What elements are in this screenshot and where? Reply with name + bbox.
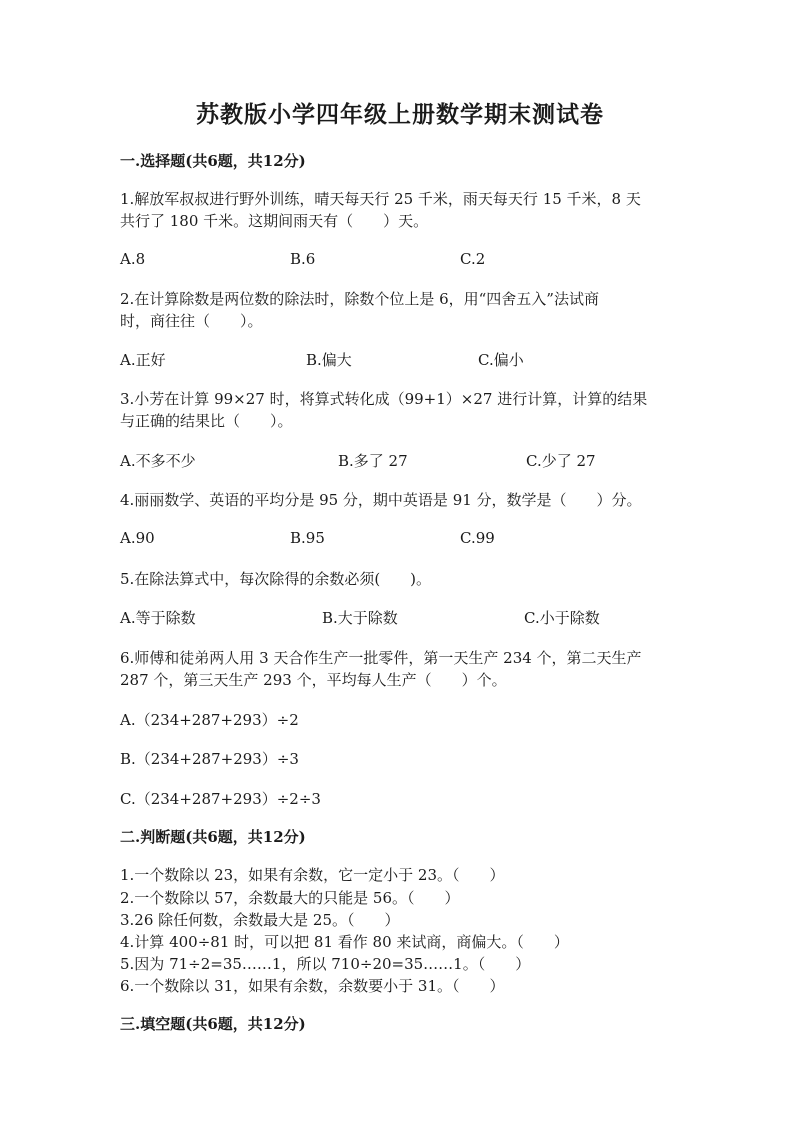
- section-heading-judge: 二.判断题(共6题，共12分): [120, 828, 306, 846]
- judge-item-4: 4.计算 400÷81 时，可以把 81 看作 80 来试商，商偏大。（ ）: [120, 933, 569, 951]
- section-heading-choice: 一.选择题(共6题，共12分): [120, 152, 306, 170]
- question-3-line-1: 3.小芳在计算 99×27 时，将算式转化成（99+1）×27 进行计算，计算的结果: [120, 390, 648, 408]
- page-title: 苏教版小学四年级上册数学期末测试卷: [196, 101, 604, 128]
- question-2-option-a: A.正好: [120, 351, 166, 369]
- question-5-option-b: B.大于除数: [322, 609, 398, 627]
- section-heading-fill: 三.填空题(共6题，共12分): [120, 1015, 306, 1033]
- question-3-option-c: C.少了 27: [526, 452, 596, 470]
- question-5-option-c: C.小于除数: [524, 609, 600, 627]
- question-4-option-b: B.95: [290, 529, 325, 547]
- question-1-option-b: B.6: [290, 250, 316, 268]
- judge-item-5: 5.因为 71÷2=35……1，所以 710÷20=35……1。（ ）: [120, 955, 531, 973]
- question-5-option-a: A.等于除数: [120, 609, 196, 627]
- question-6-line-1: 6.师傅和徒弟两人用 3 天合作生产一批零件，第一天生产 234 个，第二天生产: [120, 649, 642, 667]
- question-2-line-2: 时，商往往（ ）。: [120, 312, 263, 330]
- question-3-option-b: B.多了 27: [338, 452, 408, 470]
- question-6-option-c: C.（234+287+293）÷2÷3: [120, 790, 321, 808]
- question-6-line-2: 287 个，第三天生产 293 个，平均每人生产（ ）个。: [120, 671, 507, 689]
- judge-item-1: 1.一个数除以 23，如果有余数，它一定小于 23。（ ）: [120, 866, 505, 884]
- question-1-line-2: 共行了 180 千米。这期间雨天有（ ）天。: [120, 212, 429, 230]
- judge-item-6: 6.一个数除以 31，如果有余数，余数要小于 31。（ ）: [120, 977, 505, 995]
- question-3-option-a: A.不多不少: [120, 452, 196, 470]
- question-1-option-c: C.2: [460, 250, 486, 268]
- question-2-option-b: B.偏大: [306, 351, 352, 369]
- question-1-line-1: 1.解放军叔叔进行野外训练，晴天每天行 25 千米，雨天每天行 15 千米，8 天: [120, 190, 641, 208]
- question-6-option-a: A.（234+287+293）÷2: [120, 711, 299, 729]
- question-4-option-a: A.90: [120, 529, 155, 547]
- judge-item-2: 2.一个数除以 57，余数最大的只能是 56。（ ）: [120, 889, 460, 907]
- question-2-line-1: 2.在计算除数是两位数的除法时，除数个位上是 6，用“四舍五入”法试商: [120, 290, 599, 308]
- question-1-option-a: A.8: [120, 250, 146, 268]
- question-2-option-c: C.偏小: [478, 351, 524, 369]
- question-4-line-1: 4.丽丽数学、英语的平均分是 95 分，期中英语是 91 分，数学是（ ）分。: [120, 491, 642, 509]
- question-6-option-b: B.（234+287+293）÷3: [120, 750, 299, 768]
- question-4-option-c: C.99: [460, 529, 495, 547]
- judge-item-3: 3.26 除任何数，余数最大是 25。（ ）: [120, 911, 400, 929]
- question-5-line-1: 5.在除法算式中，每次除得的余数必须( )。: [120, 570, 432, 588]
- question-3-line-2: 与正确的结果比（ ）。: [120, 412, 293, 430]
